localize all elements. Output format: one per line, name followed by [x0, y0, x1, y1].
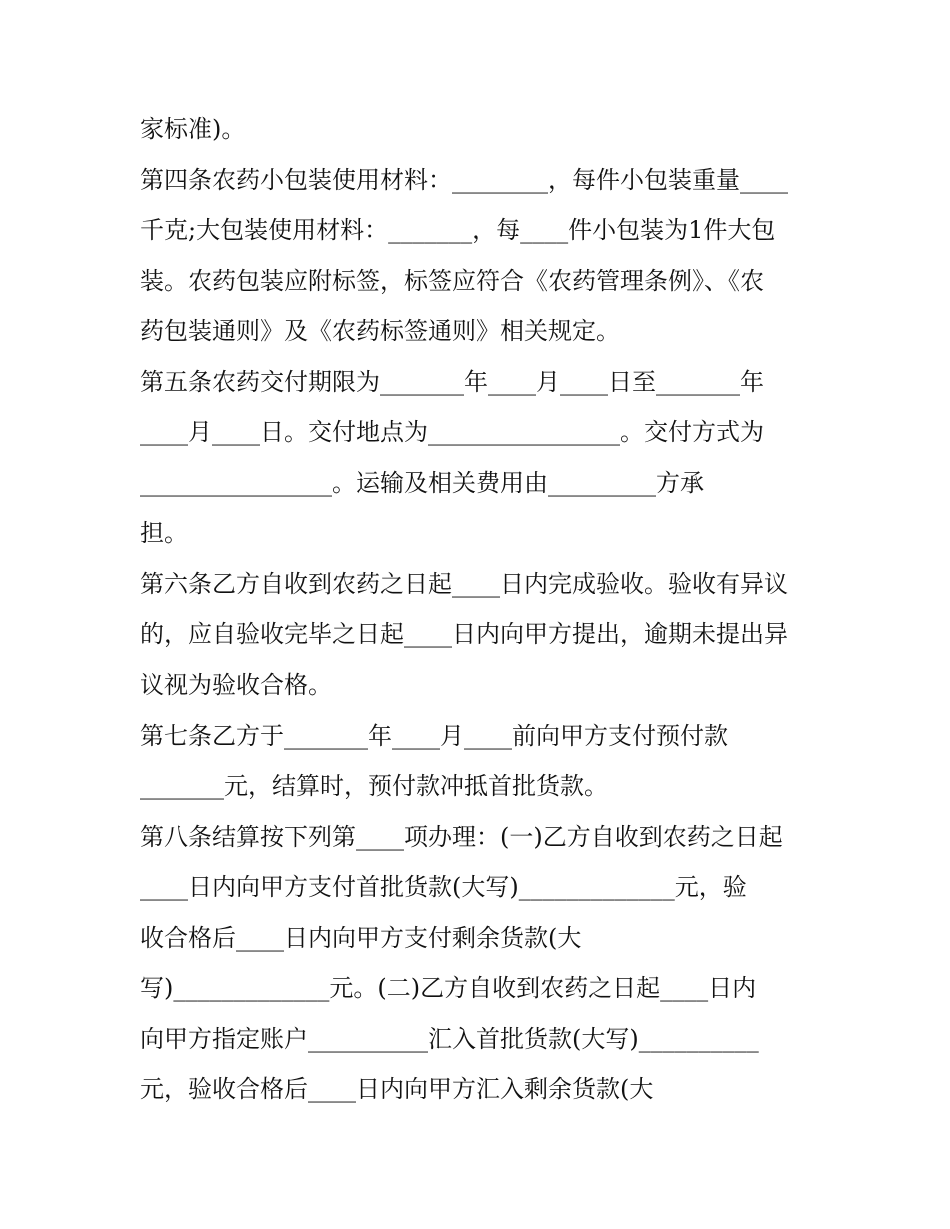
text-line: 元，验收合格后____日内向甲方汇入剩余货款(大 — [140, 1075, 654, 1103]
text-line: 担。 — [140, 519, 188, 547]
text-line: 第八条结算按下列第____项办理：(一)乙方自收到农药之日起 — [140, 823, 783, 851]
text-line: 第五条农药交付期限为_______年____月____日至_______年 — [140, 368, 764, 396]
text-line: 第六条乙方自收到农药之日起____日内完成验收。验收有异议 — [140, 570, 788, 598]
text-line: 装。农药包装应附标签，标签应符合《农药管理条例》、《农 — [140, 267, 764, 295]
text-line: _______元，结算时，预付款冲抵首批货款。 — [140, 772, 608, 800]
text-line: 的，应自验收完毕之日起____日内向甲方提出，逾期未提出异 — [140, 620, 788, 648]
text-line: 议视为验收合格。 — [140, 671, 332, 699]
text-line: 家标准)。 — [140, 115, 246, 143]
text-line: ________________。运输及相关费用由_________方承 — [140, 469, 704, 497]
text-line: ____月____日。交付地点为________________。交付方式为 — [140, 418, 764, 446]
text-line: 收合格后____日内向甲方支付剩余货款(大 — [140, 924, 582, 952]
text-line: 向甲方指定账户__________汇入首批货款(大写)__________ — [140, 1025, 759, 1053]
text-line: ____日内向甲方支付首批货款(大写)_____________元，验 — [140, 873, 747, 901]
text-line: 第四条农药小包装使用材料：________，每件小包装重量____ — [140, 166, 788, 194]
text-line: 写)_____________元。(二)乙方自收到农药之日起____日内 — [140, 974, 757, 1002]
text-line: 千克;大包装使用材料：_______，每____件小包装为1件大包 — [140, 216, 776, 244]
text-line: 第七条乙方于_______年____月____前向甲方支付预付款 — [140, 722, 728, 750]
text-line: 药包装通则》及《农药标签通则》相关规定。 — [140, 317, 620, 345]
